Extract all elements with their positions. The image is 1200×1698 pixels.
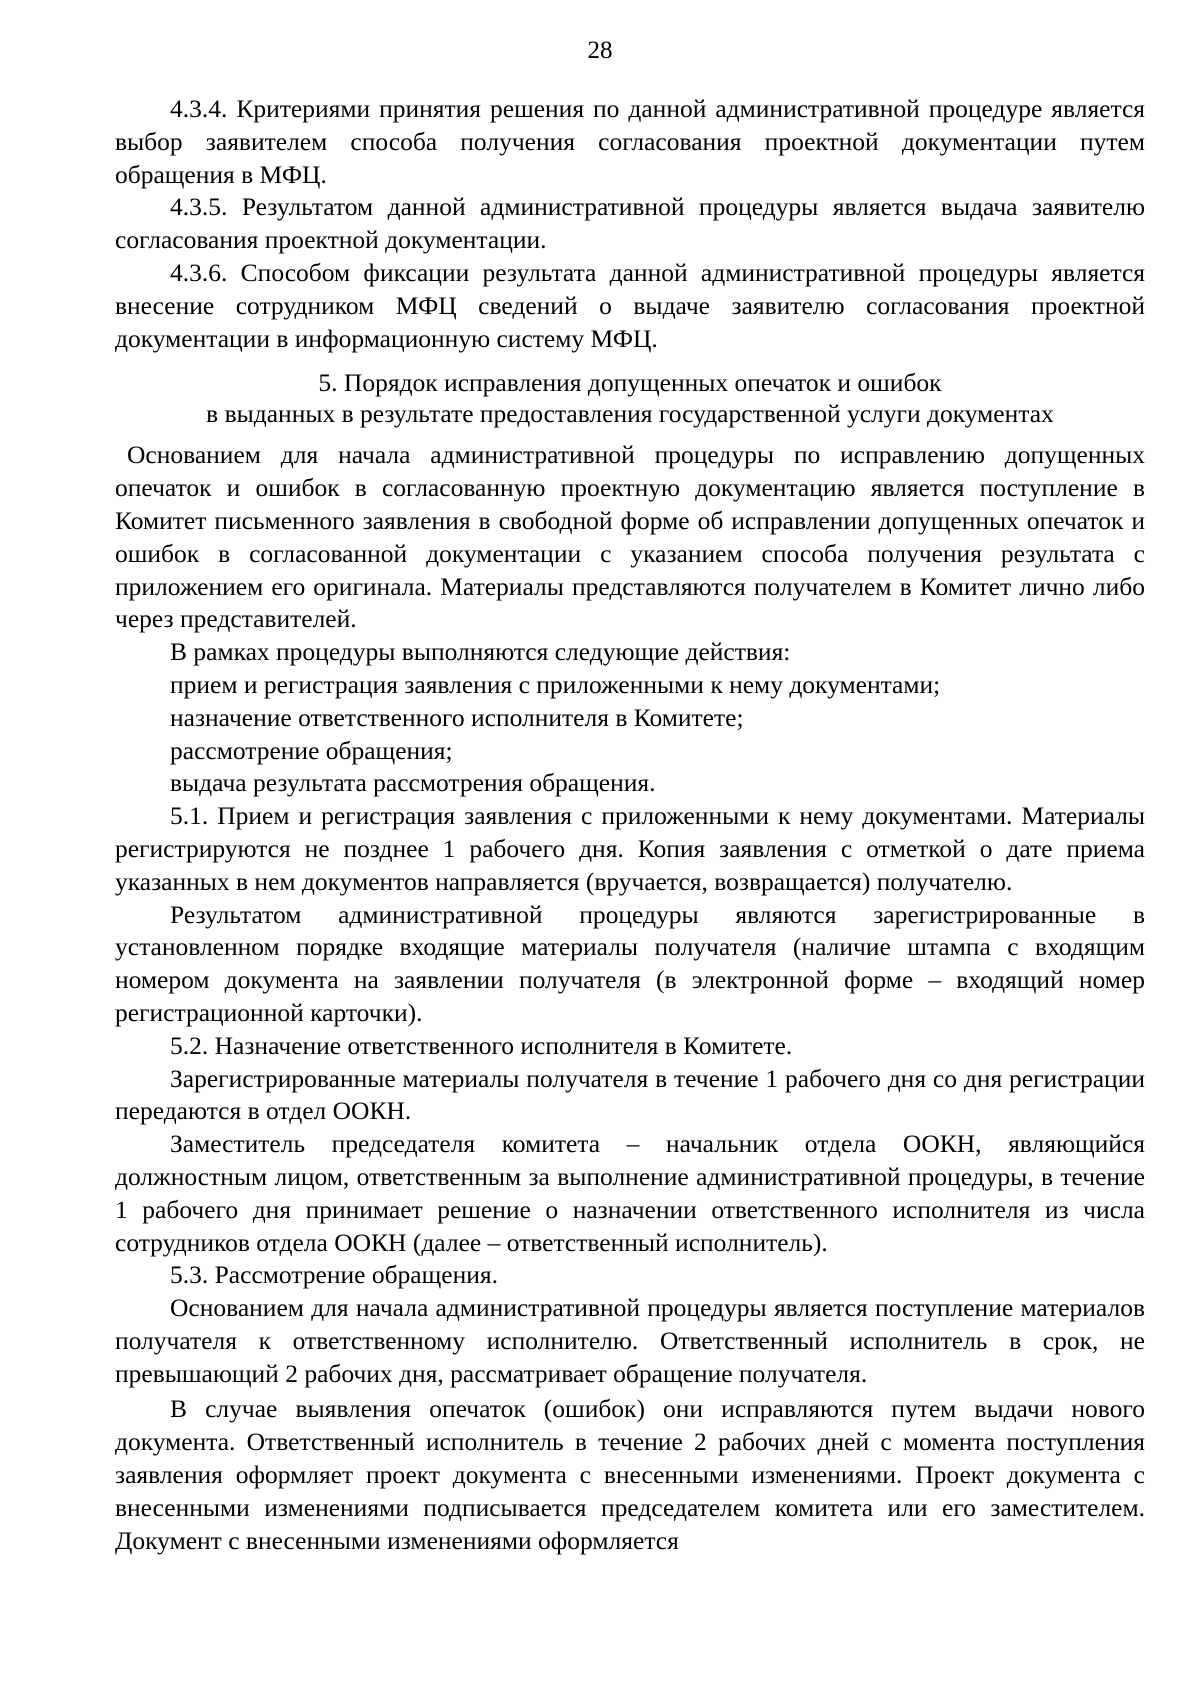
section-heading-line-1: 5. Порядок исправления допущенных опечаток и ошибок	[318, 368, 942, 398]
paragraph-5-2-deputy: Заместитель председателя комитета – начальник отдела ООКН, являющийся должностным лицом, ответственным за выполнение административной процедуры, в течение 1 рабочего дня принимает решение о назначении ответственного исполнителя из числа сотрудников отдела ООКН (далее – ответственный исполнитель).	[115, 1129, 1145, 1257]
list-item-review: рассмотрение обращения;	[170, 735, 453, 765]
paragraph-5-2: 5.2. Назначение ответственного исполнителя в Комитете.	[170, 1030, 793, 1060]
paragraph-4-3-5: 4.3.5. Результатом данной административной процедуры является выдача заявителю согласования проектной документации.	[115, 192, 1145, 255]
paragraph-grounds: Основанием для начала административной процедуры по исправлению допущенных опечаток и ошибок в согласованную проектную документацию является поступление в Комитет письменного заявления в свободной форме об исправлении допущенных опечаток и ошибок в согласованной документации с указанием способа получения результата с приложением его оригинала. Материалы представляются получателем в Комитет лично либо через представителей.	[115, 440, 1145, 634]
paragraph-5-3-grounds: Основанием для начала административной процедуры является поступление материалов получателя к ответственному исполнителю. Ответственный исполнитель в срок, не превышающий 2 рабочих дня, рассматривает обращение получателя.	[115, 1293, 1145, 1388]
section-heading-line-2: в выданных в результате предоставления государственной услуги документах	[206, 399, 1054, 429]
paragraph-4-3-6: 4.3.6. Способом фиксации результата данной административной процедуры является внесение сотрудником МФЦ сведений о выдаче заявителю согласования проектной документации в информационную систему МФЦ.	[115, 257, 1145, 353]
list-item-reception: прием и регистрация заявления с приложенными к нему документами;	[170, 669, 941, 699]
paragraph-5-3: 5.3. Рассмотрение обращения.	[170, 1260, 498, 1290]
list-item-result: выдача результата рассмотрения обращения.	[170, 768, 656, 798]
paragraph-5-3-errors: В случае выявления опечаток (ошибок) они исправляются путем выдачи нового документа. Ответственный исполнитель в течение 2 рабочих дней с момента поступления заявления оформляет проект документа с внесенными изменениями. Проект документа с внесенными изменениями подписывается председателем комитета или его заместителем. Документ с внесенными изменениями оформляется	[115, 1394, 1145, 1555]
paragraph-5-1: 5.1. Прием и регистрация заявления с приложенными к нему документами. Материалы регистрируются не позднее 1 рабочего дня. Копия заявления с отметкой о дате приема указанных в нем документов направляется (вручается, возвращается) получателю.	[115, 801, 1145, 896]
list-item-assignment: назначение ответственного исполнителя в Комитете;	[170, 702, 744, 732]
paragraph-5-1-result: Результатом административной процедуры являются зарегистрированные в установленном порядке входящие материалы получателя (наличие штампа с входящим номером документа на заявлении получателя (в электронной форме – входящий номер регистрационной карточки).	[115, 899, 1145, 1027]
paragraph-5-2-transfer: Зарегистрированные материалы получателя в течение 1 рабочего дня со дня регистрации передаются в отдел ООКН.	[115, 1063, 1145, 1126]
paragraph-4-3-4: 4.3.4. Критериями принятия решения по данной административной процедуре является выбор заявителем способа получения согласования проектной документации путем обращения в МФЦ.	[115, 94, 1145, 189]
document-body	[115, 93, 1145, 1557]
page-number: 28	[587, 37, 613, 64]
section-5-heading	[115, 367, 1145, 429]
paragraph-actions-intro: В рамках процедуры выполняются следующие действия:	[170, 637, 791, 667]
